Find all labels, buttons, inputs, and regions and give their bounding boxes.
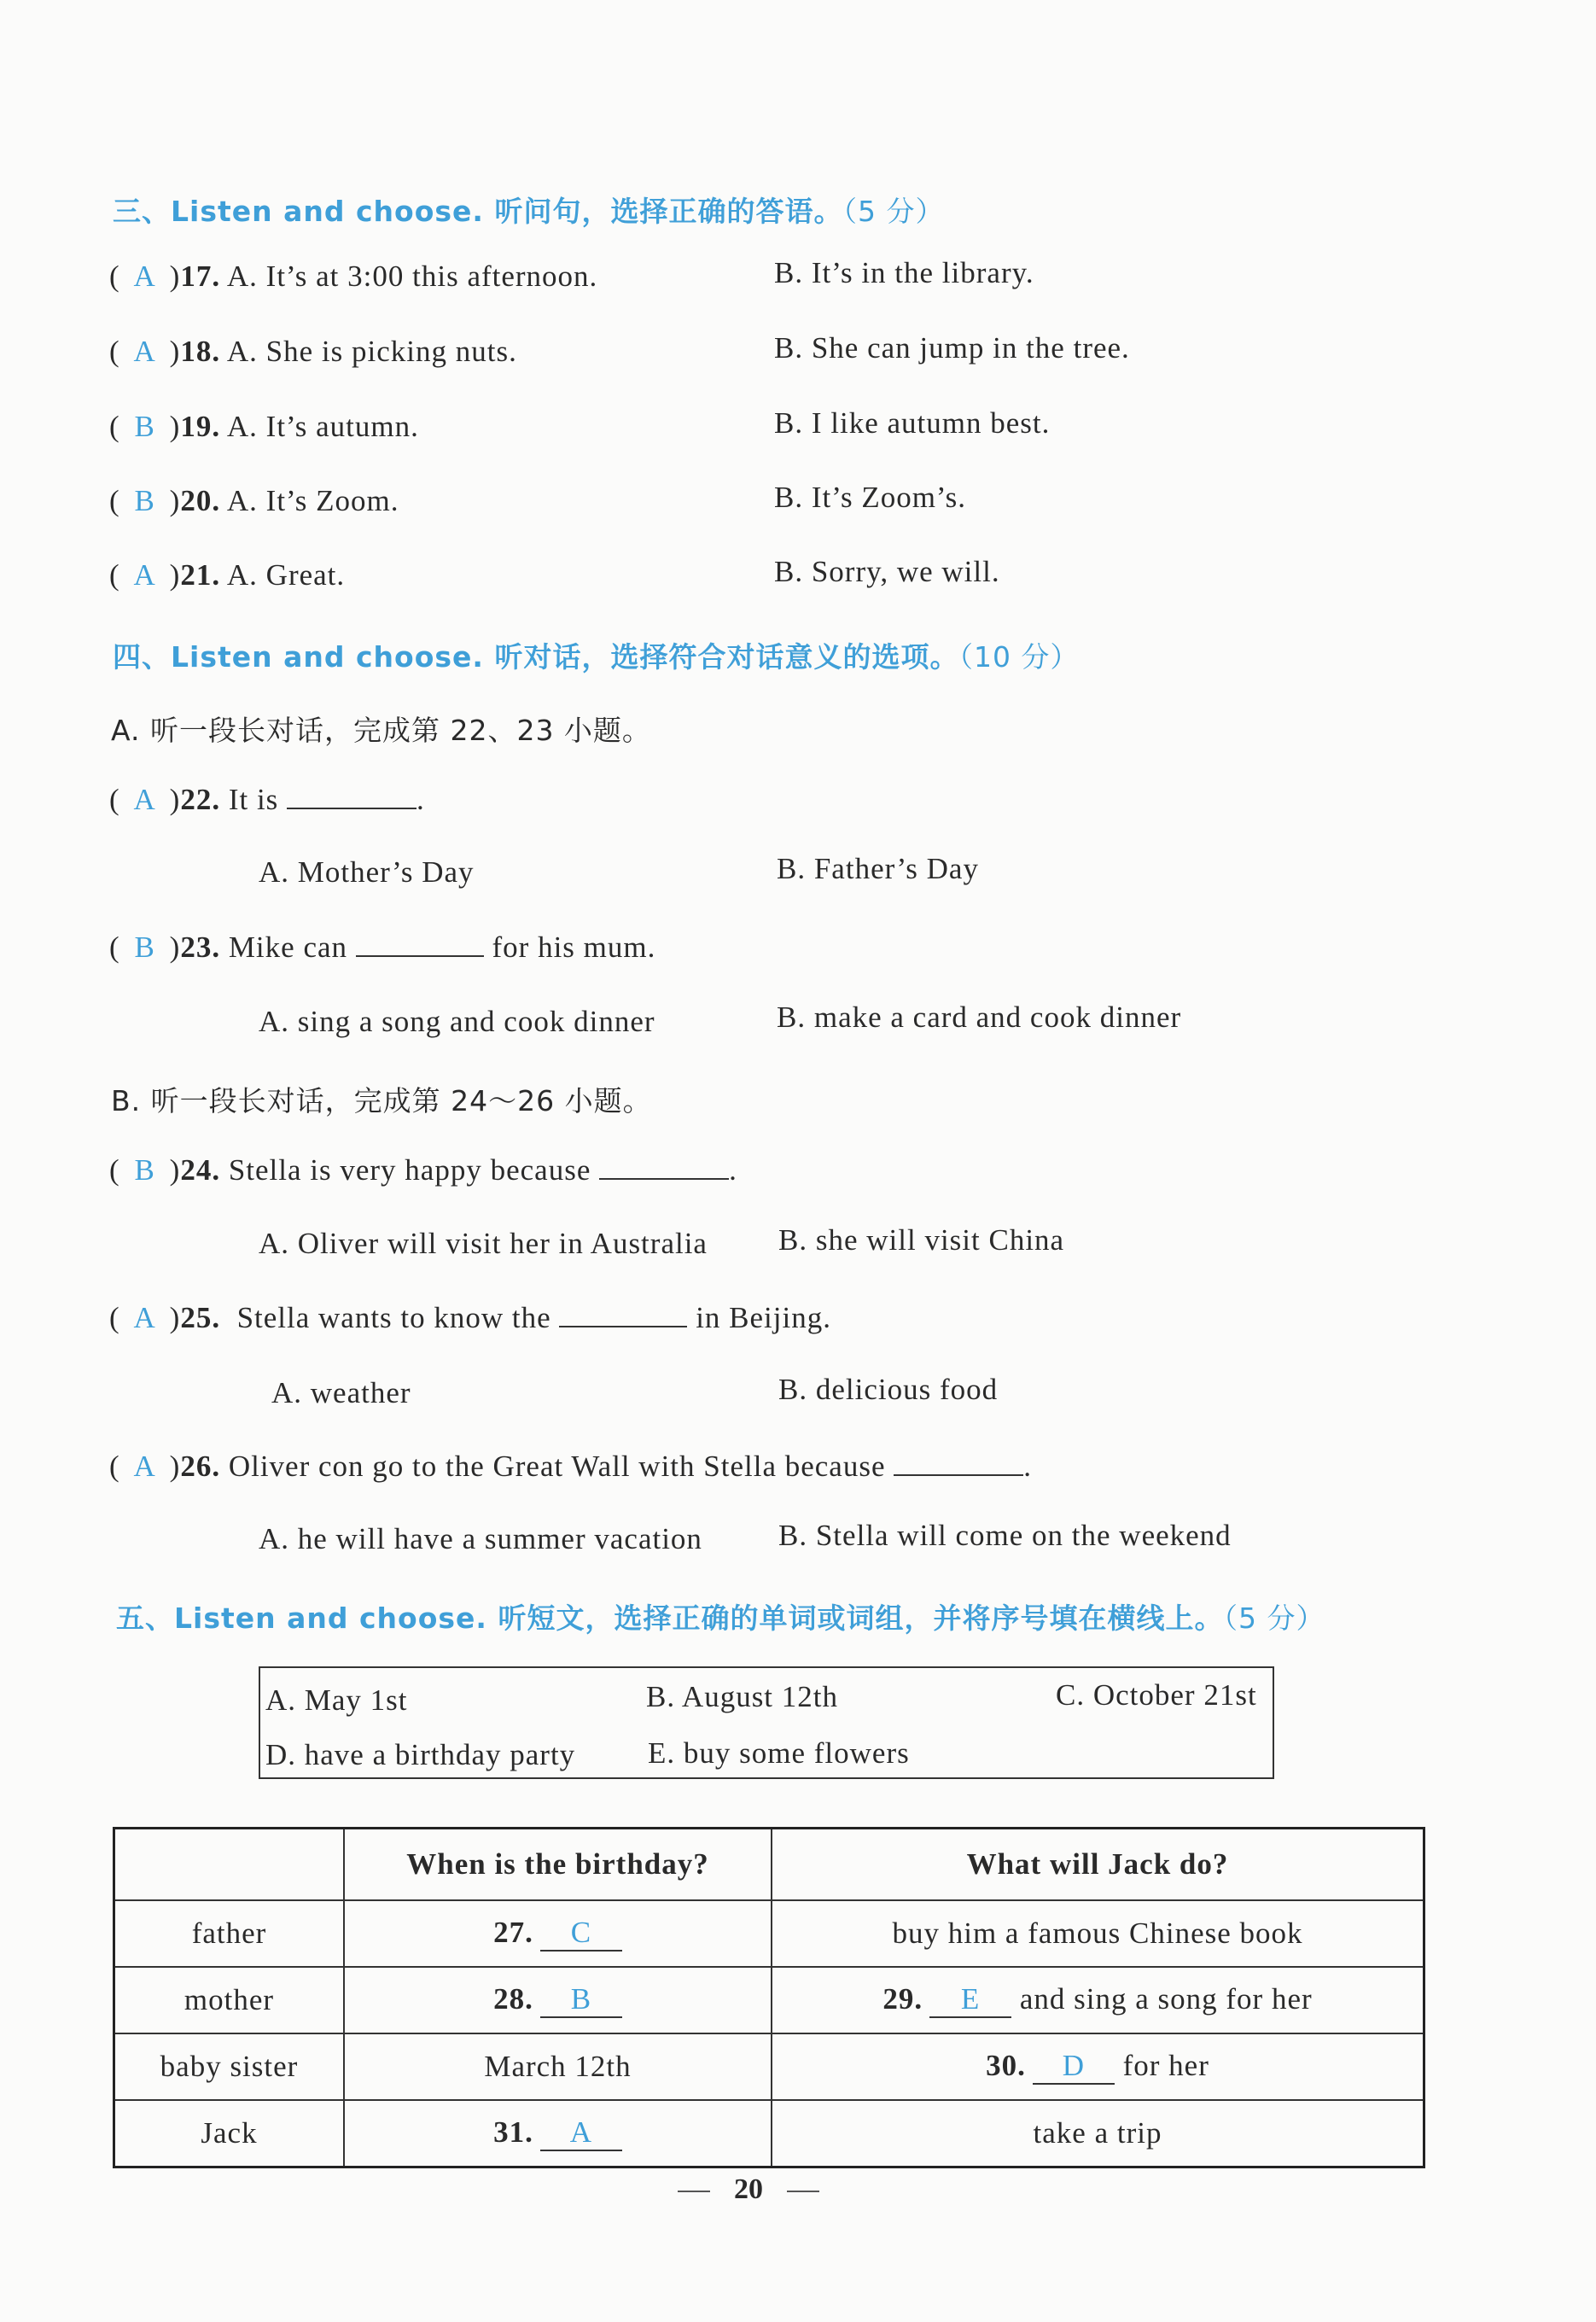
section-3-title: 三、Listen and choose. 听问句，选择正确的答语。 [113, 195, 843, 228]
blank-26 [894, 1449, 1023, 1476]
page-footer [654, 2173, 843, 2206]
blank-number: 29. [882, 1982, 923, 2016]
answer-25: A [133, 1301, 156, 1334]
question-26: ( A )26. Oliver con go to the Great Wall with Stella because . [109, 1450, 1032, 1483]
word-bank-box [259, 1666, 1274, 1779]
blank-answer: D [1033, 2049, 1115, 2085]
stem-26-end: . [1023, 1450, 1032, 1483]
stem-23: Mike can [228, 931, 348, 964]
blank-number: 28. [493, 1982, 533, 2016]
section-5-score: （5 分） [1223, 1601, 1325, 1635]
row-when: March 12th [344, 2033, 772, 2100]
birthday-table [113, 1827, 1425, 2168]
row-do [772, 1967, 1424, 2033]
answer-24: B [134, 1153, 155, 1187]
option-17-a: A. It’s at 3:00 this afternoon. [226, 260, 598, 293]
stem-26: Oliver con go to the Great Wall with Stella because [228, 1450, 886, 1483]
blank-22 [287, 782, 416, 809]
blank-number: 31. [493, 2115, 533, 2149]
question-24: ( B )24. Stella is very happy because . [109, 1153, 737, 1187]
option-19-a: A. It’s autumn. [226, 410, 419, 443]
option-17-b: B. It’s in the library. [774, 256, 1034, 289]
option-24-b: B. she will visit China [778, 1223, 1065, 1257]
question-20: ( B )20. A. It’s Zoom. [109, 484, 399, 517]
word-option-d: D. have a birthday party [265, 1738, 576, 1771]
stem-23-end: for his mum. [492, 931, 656, 964]
row-person: mother [114, 1967, 345, 2033]
section-4-heading [113, 635, 1079, 675]
answer-22: A [133, 783, 156, 816]
option-20-a: A. It’s Zoom. [226, 484, 399, 517]
answer-19: B [134, 410, 155, 443]
header-what: What will Jack do? [772, 1829, 1424, 1901]
row-when [344, 1967, 772, 2033]
question-25: ( A )25. Stella wants to know the in Beijing. [109, 1301, 831, 1334]
option-20-b: B. It’s Zoom’s. [774, 481, 967, 514]
question-23: ( B )23. Mike can for his mum. [109, 931, 656, 964]
option-22-a: A. Mother’s Day [259, 855, 475, 889]
blank-23 [356, 930, 484, 957]
row-do: buy him a famous Chinese book [772, 1900, 1424, 1967]
answer-17: A [133, 260, 156, 293]
header-empty-cell [114, 1829, 345, 1901]
blank-answer: E [929, 1982, 1011, 2018]
table-row [114, 1900, 1424, 1967]
question-number-17: 17. [180, 260, 221, 293]
question-number-26: 26. [180, 1450, 221, 1483]
section-4-score: （10 分） [958, 640, 1080, 674]
answer-20: B [134, 484, 155, 517]
word-option-a: A. May 1st [265, 1683, 408, 1717]
section-4-title: 四、Listen and choose. 听对话，选择符合对话意义的选项。 [113, 640, 959, 674]
stem-22: It is [228, 783, 279, 816]
footer-dash-left [678, 2191, 710, 2192]
question-number-18: 18. [180, 335, 221, 368]
option-19-b: B. I like autumn best. [774, 406, 1051, 440]
option-23-b: B. make a card and cook dinner [777, 1001, 1182, 1034]
option-18-a: A. She is picking nuts. [226, 335, 517, 368]
section-3-heading [113, 190, 944, 230]
table-row [114, 2100, 1424, 2167]
question-17: ( A )17. A. It’s at 3:00 this afternoon. [109, 260, 598, 293]
row-person: father [114, 1900, 345, 1967]
table-header-row [114, 1829, 1424, 1901]
stem-24-end: . [729, 1153, 737, 1187]
row-person: Jack [114, 2100, 345, 2167]
blank-number: 27. [493, 1916, 533, 1949]
question-number-25: 25. [180, 1301, 221, 1334]
option-21-a: A. Great. [226, 558, 346, 592]
question-22: ( A )22. It is . [109, 783, 425, 816]
answer-23: B [134, 931, 155, 964]
answer-21: A [133, 558, 156, 592]
blank-24 [599, 1152, 729, 1180]
stem-25: Stella wants to know the [236, 1301, 551, 1334]
answer-18: A [133, 335, 156, 368]
option-24-a: A. Oliver will visit her in Australia [259, 1227, 708, 1260]
question-19: ( B )19. A. It’s autumn. [109, 410, 419, 443]
row-when [344, 2100, 772, 2167]
section-3-score: （5 分） [842, 195, 945, 228]
option-23-a: A. sing a song and cook dinner [259, 1005, 655, 1038]
question-number-19: 19. [180, 410, 221, 443]
part-a-intro: A. 听一段长对话，完成第 22、23 小题。 [111, 714, 651, 747]
row-do: take a trip [772, 2100, 1424, 2167]
option-25-b: B. delicious food [778, 1373, 999, 1406]
question-number-23: 23. [180, 931, 221, 964]
answer-26: A [133, 1450, 156, 1483]
blank-25 [559, 1300, 687, 1327]
question-number-22: 22. [180, 783, 221, 816]
option-25-a: A. weather [271, 1376, 411, 1409]
row-do [772, 2033, 1424, 2100]
stem-24: Stella is very happy because [228, 1153, 591, 1187]
option-26-b: B. Stella will come on the weekend [778, 1519, 1232, 1552]
table-row [114, 1967, 1424, 2033]
row-when [344, 1900, 772, 1967]
question-number-24: 24. [180, 1153, 221, 1187]
question-18: ( A )18. A. She is picking nuts. [109, 335, 517, 368]
word-option-c: C. October 21st [1056, 1678, 1257, 1712]
word-option-b: B. August 12th [646, 1680, 839, 1713]
option-21-b: B. Sorry, we will. [774, 555, 1000, 588]
section-5-title: 五、Listen and choose. 听短文，选择正确的单词或词组，并将序号填在横线上。 [116, 1601, 1224, 1635]
word-option-e: E. buy some flowers [648, 1736, 910, 1770]
blank-answer: C [540, 1916, 622, 1952]
page-number: 20 [734, 2173, 763, 2205]
stem-25-end: in Beijing. [696, 1301, 831, 1334]
footer-dash-right [787, 2191, 819, 2192]
header-when: When is the birthday? [344, 1829, 772, 1901]
section-5-heading [116, 1596, 1325, 1636]
row-do-text: and sing a song for her [1019, 1982, 1313, 2016]
blank-number: 30. [986, 2049, 1026, 2082]
question-21: ( A )21. A. Great. [109, 558, 346, 592]
row-person: baby sister [114, 2033, 345, 2100]
question-number-20: 20. [180, 484, 221, 517]
table-row [114, 2033, 1424, 2100]
stem-22-end: . [416, 783, 425, 816]
blank-answer: A [540, 2115, 622, 2151]
row-do-text: for her [1122, 2049, 1209, 2082]
part-b-intro: B. 听一段长对话，完成第 24～26 小题。 [111, 1084, 652, 1117]
question-number-21: 21. [180, 558, 221, 592]
option-22-b: B. Father’s Day [777, 852, 979, 885]
blank-answer: B [540, 1982, 622, 2018]
option-26-a: A. he will have a summer vacation [259, 1522, 702, 1555]
option-18-b: B. She can jump in the tree. [774, 331, 1130, 365]
